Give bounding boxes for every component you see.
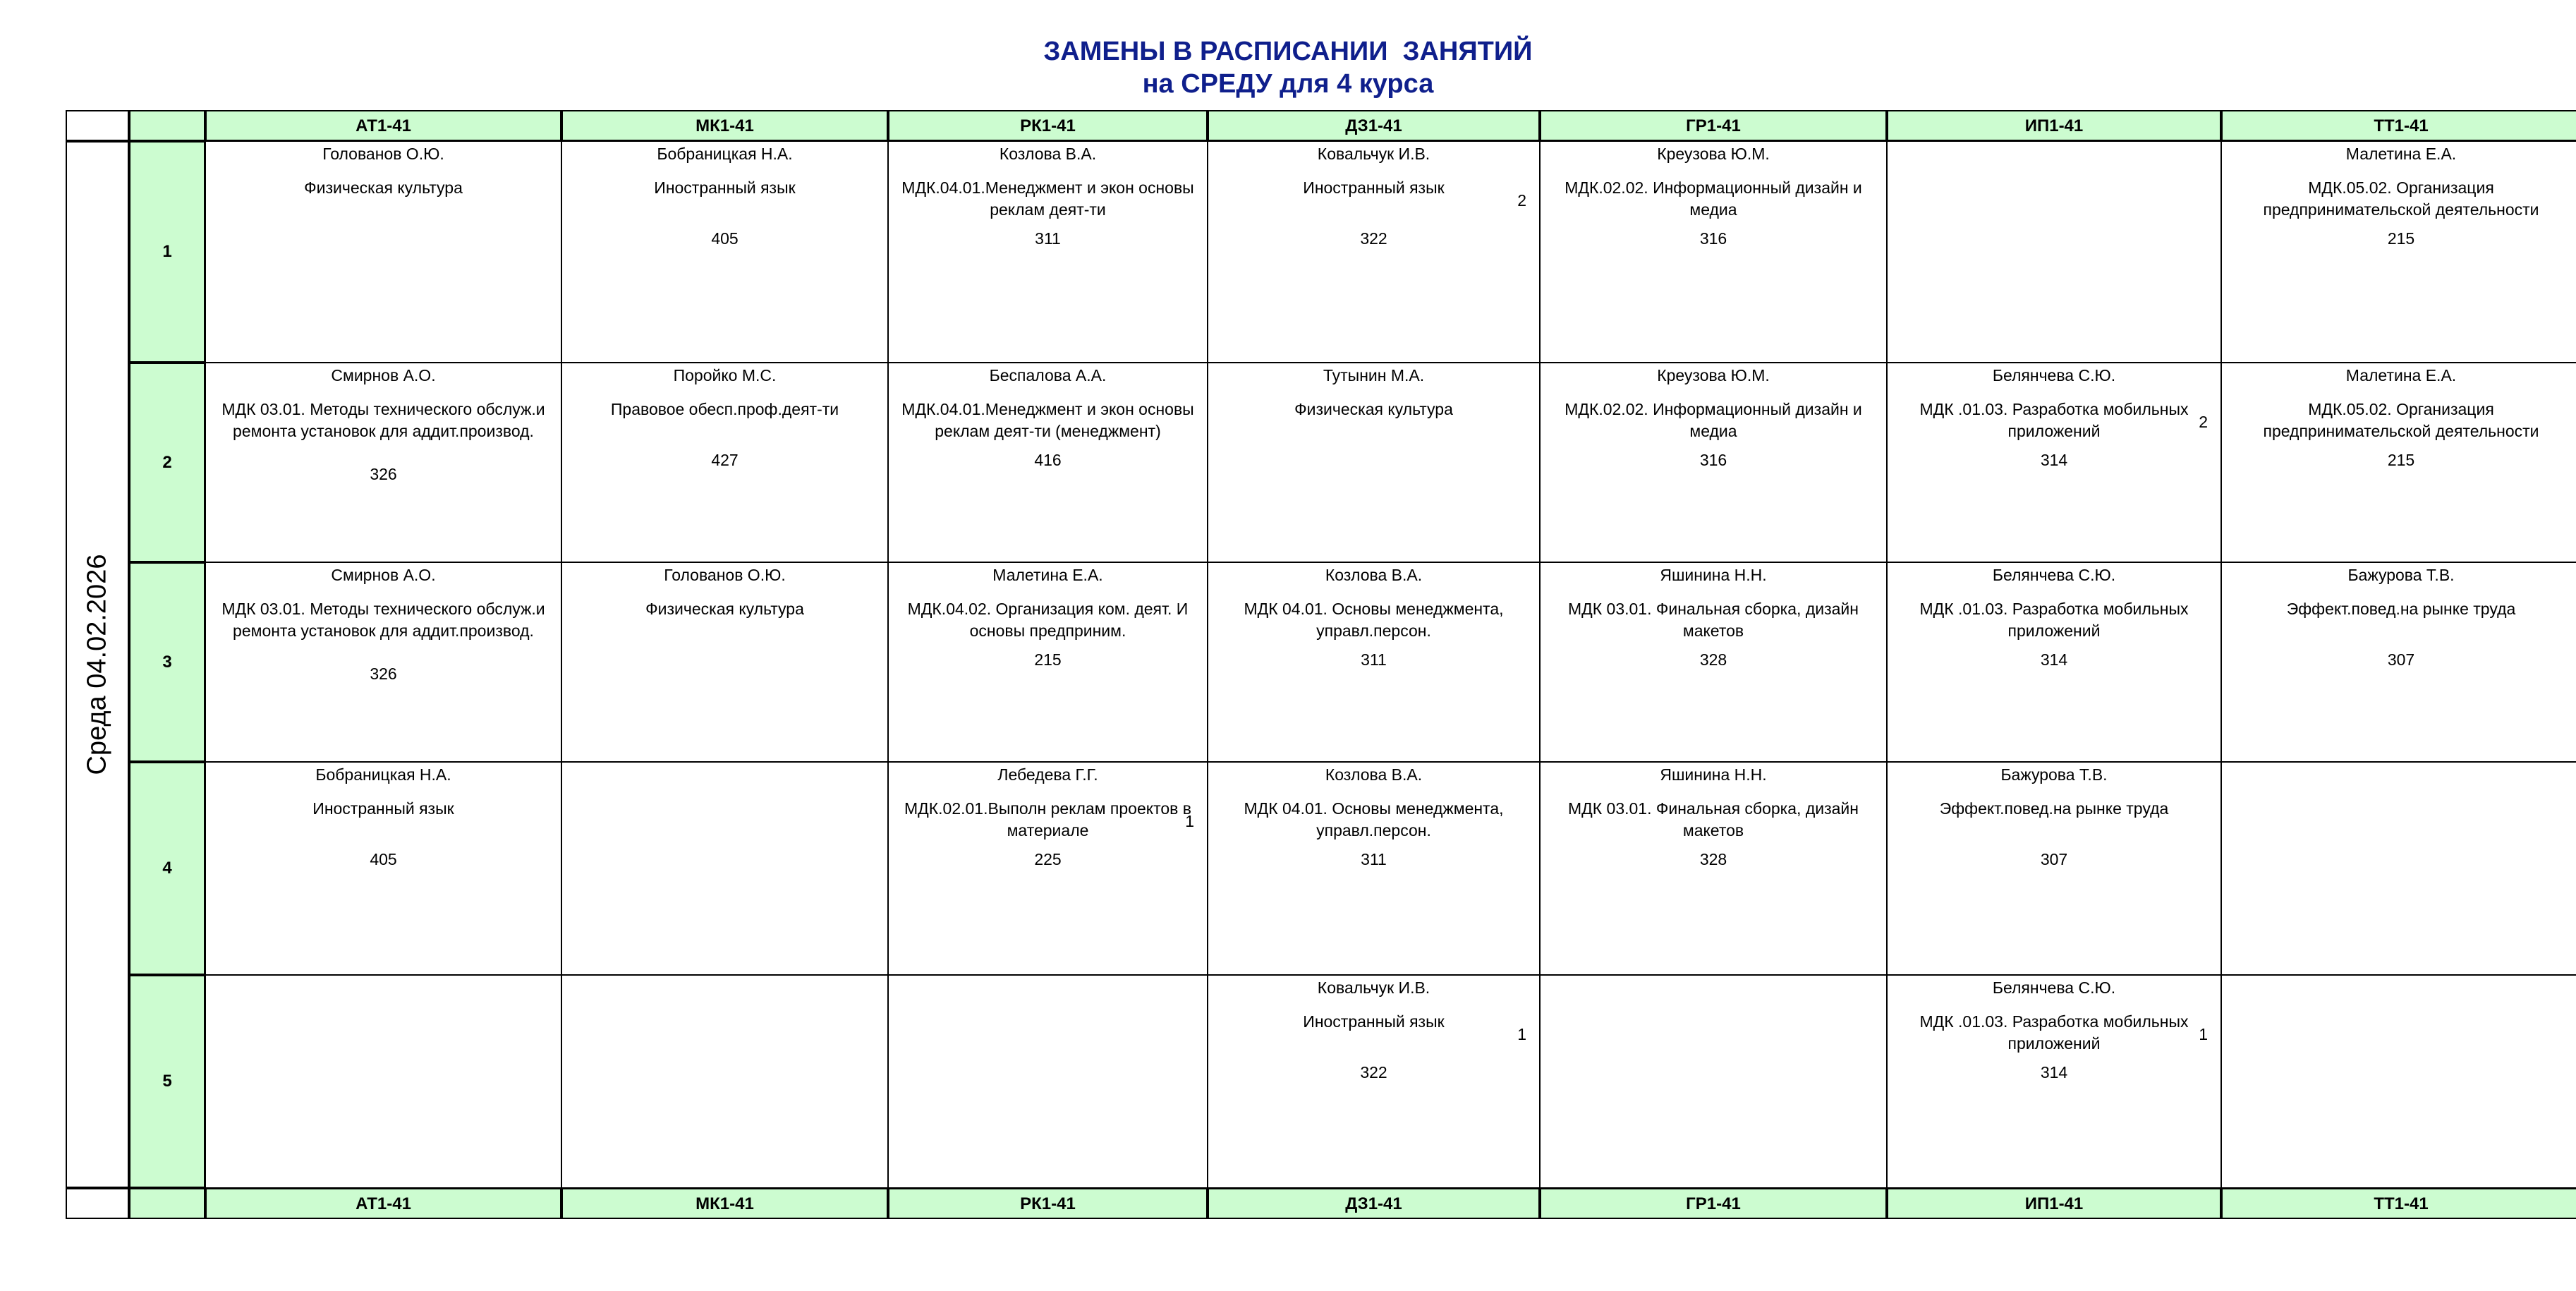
room-number: 322 <box>1360 229 1387 248</box>
teacher-name: Малетина Е.А. <box>2345 366 2457 384</box>
subject-name: МДК .01.03. Разработка мобильных приложений <box>1919 600 2189 640</box>
teacher-name: Яшинина Н.Н. <box>1660 566 1767 584</box>
teacher-name: Бажурова Т.В. <box>2000 765 2108 784</box>
room-number: 215 <box>1034 650 1062 669</box>
subject-name: МДК.02.02. Информационный дизайн и медиа <box>1565 400 1862 440</box>
period-number-cell <box>129 141 205 363</box>
bottom-group-header-5: ГР1-41 <box>1540 1188 1887 1219</box>
subject-name: Физическая культура <box>1294 400 1453 418</box>
teacher-name: Бажурова Т.В. <box>2347 566 2455 584</box>
bottom-group-header-2: МК1-41 <box>561 1188 888 1219</box>
teacher-name: Яшинина Н.Н. <box>1660 765 1767 784</box>
room-number: 307 <box>2387 650 2415 669</box>
schedule-cell <box>1887 762 2221 975</box>
subject-name: МДК.04.01.Менеджмент и экон основы реклам деят-ти (менеджмент) <box>901 400 1194 440</box>
teacher-name: Козлова В.А. <box>999 145 1097 163</box>
top-group-header-1: АТ1-41 <box>205 110 561 141</box>
schedule-cell <box>1887 975 2221 1188</box>
room-number: 311 <box>1361 650 1387 669</box>
schedule-cell <box>2221 141 2576 363</box>
top-group-header-3: РК1-41 <box>888 110 1208 141</box>
schedule-cell <box>2221 363 2576 562</box>
room-number: 326 <box>370 665 397 683</box>
schedule-cell <box>2221 762 2576 975</box>
period-number-cell <box>129 562 205 762</box>
teacher-name: Белянчева С.Ю. <box>1992 366 2116 384</box>
teacher-name: Лебедева Г.Г. <box>997 765 1098 784</box>
teacher-name: Поройко М.С. <box>673 366 777 384</box>
schedule-cell <box>1540 562 1887 762</box>
period-number: 3 <box>162 652 172 672</box>
day-label: Среда 04.02.2026 <box>82 554 112 775</box>
bottom-corner-cell <box>66 1188 129 1219</box>
room-number: 316 <box>1699 229 1727 248</box>
teacher-name: Малетина Е.А. <box>2345 145 2457 163</box>
room-number: 405 <box>711 229 739 248</box>
subject-name: МДК .01.03. Разработка мобильных приложений <box>1919 400 2189 440</box>
period-number: 1 <box>162 242 172 261</box>
schedule-cell <box>888 141 1208 363</box>
subject-name: МДК.04.02. Организация ком. деят. И основы предприним. <box>907 600 1189 640</box>
period-number-cell <box>129 975 205 1188</box>
subject-name: МДК.02.01.Выполн реклам проектов в материале <box>904 799 1191 840</box>
schedule-cell <box>2221 975 2576 1188</box>
bottom-group-header-4: ДЗ1-41 <box>1208 1188 1540 1219</box>
subject-name: МДК.05.02. Организация предпринимательской деятельности <box>2263 178 2539 219</box>
teacher-name: Ковальчук И.В. <box>1317 145 1430 163</box>
subgroup-mark: 1 <box>1185 812 1194 830</box>
period-number: 2 <box>162 452 172 472</box>
room-number: 307 <box>2040 850 2068 868</box>
schedule-cell <box>205 363 561 562</box>
teacher-name: Бобраницкая Н.А. <box>657 145 793 163</box>
teacher-name: Смирнов А.О. <box>331 566 436 584</box>
schedule-cell <box>888 363 1208 562</box>
room-number: 314 <box>2040 451 2068 469</box>
schedule-cell <box>561 562 888 762</box>
schedule-cell <box>1540 141 1887 363</box>
teacher-name: Креузова Ю.М. <box>1657 366 1770 384</box>
room-number: 314 <box>2040 1063 2068 1081</box>
subgroup-mark: 1 <box>1517 1025 1526 1043</box>
subject-name: Правовое обесп.проф.деят-ти <box>610 400 839 418</box>
subject-name: Физическая культура <box>304 178 463 197</box>
title-line-1: ЗАМЕНЫ В РАСПИСАНИИ ЗАНЯТИЙ <box>1043 37 1533 66</box>
room-number: 328 <box>1699 650 1727 669</box>
period-number: 4 <box>162 859 172 878</box>
room-number: 416 <box>1034 451 1062 469</box>
subject-name: Эффект.повед.на рынке труда <box>1939 799 2169 818</box>
subgroup-mark: 2 <box>1517 191 1526 210</box>
teacher-name: Козлова В.А. <box>1325 566 1423 584</box>
schedule-cell <box>888 562 1208 762</box>
room-number: 427 <box>711 451 739 469</box>
subject-name: МДК 03.01. Методы технического обслуж.и ремонта установок для аддит.производ. <box>221 400 545 440</box>
room-number: 311 <box>1035 229 1061 248</box>
schedule-cell <box>888 762 1208 975</box>
subject-name: МДК.05.02. Организация предпринимательской деятельности <box>2263 400 2539 440</box>
room-number: 215 <box>2387 451 2415 469</box>
schedule-cell <box>561 141 888 363</box>
bottom-group-header-6: ИП1-41 <box>1887 1188 2221 1219</box>
top-group-header-2: МК1-41 <box>561 110 888 141</box>
schedule-cell <box>888 975 1208 1188</box>
bottom-group-header-7: ТТ1-41 <box>2221 1188 2576 1219</box>
teacher-name: Козлова В.А. <box>1325 765 1423 784</box>
top-header-row <box>66 110 2576 141</box>
schedule-cell <box>205 975 561 1188</box>
subject-name: МДК 03.01. Финальная сборка, дизайн макетов <box>1568 799 1859 840</box>
schedule-cell <box>1887 141 2221 363</box>
schedule-cell <box>1208 975 1540 1188</box>
teacher-name: Бобраницкая Н.А. <box>315 765 451 784</box>
bottom-header-row <box>66 1188 2576 1219</box>
schedule-cell <box>1540 975 1887 1188</box>
bottom-number-header-cell <box>129 1188 205 1219</box>
teacher-name: Голованов О.Ю. <box>322 145 444 163</box>
day-cell <box>66 141 129 1188</box>
schedule-cell <box>561 762 888 975</box>
subgroup-mark: 2 <box>2199 413 2208 431</box>
schedule-cell <box>1540 363 1887 562</box>
subject-name: МДК 04.01. Основы менеджмента, управл.персон. <box>1244 600 1504 640</box>
subject-name: МДК 03.01. Финальная сборка, дизайн макетов <box>1568 600 1859 640</box>
period-number-cell <box>129 762 205 975</box>
bottom-group-header-3: РК1-41 <box>888 1188 1208 1219</box>
schedule-cell <box>1208 562 1540 762</box>
title-line-2: на СРЕДУ для 4 курса <box>1142 69 1434 99</box>
room-number: 311 <box>1361 850 1387 868</box>
schedule-cell <box>205 562 561 762</box>
room-number: 314 <box>2040 650 2068 669</box>
schedule-cell <box>205 762 561 975</box>
top-number-header-cell <box>129 110 205 141</box>
subject-name: Иностранный язык <box>1303 178 1445 197</box>
schedule-cell <box>1208 363 1540 562</box>
teacher-name: Белянчева С.Ю. <box>1992 978 2116 997</box>
teacher-name: Беспалова А.А. <box>989 366 1107 384</box>
schedule-cell <box>1887 363 2221 562</box>
room-number: 215 <box>2387 229 2415 248</box>
teacher-name: Малетина Е.А. <box>992 566 1103 584</box>
schedule-cell <box>1208 762 1540 975</box>
schedule-cell <box>561 363 888 562</box>
schedule-cell <box>1540 762 1887 975</box>
schedule-cell <box>2221 562 2576 762</box>
top-corner-cell <box>66 110 129 141</box>
schedule-cell <box>1208 141 1540 363</box>
room-number: 326 <box>370 465 397 483</box>
bottom-group-header-1: АТ1-41 <box>205 1188 561 1219</box>
subject-name: Иностранный язык <box>654 178 796 197</box>
subject-name: Эффект.повед.на рынке труда <box>2286 600 2516 618</box>
period-number-cell <box>129 363 205 562</box>
top-group-header-6: ИП1-41 <box>1887 110 2221 141</box>
subject-name: Физическая культура <box>645 600 804 618</box>
period-number: 5 <box>162 1072 172 1091</box>
schedule-cell <box>1887 562 2221 762</box>
room-number: 225 <box>1034 850 1062 868</box>
teacher-name: Ковальчук И.В. <box>1317 978 1430 997</box>
teacher-name: Тутынин М.А. <box>1323 366 1425 384</box>
title-block <box>0 35 2576 100</box>
subject-name: МДК.04.01.Менеджмент и экон основы реклам деят-ти <box>901 178 1194 219</box>
room-number: 328 <box>1699 850 1727 868</box>
room-number: 405 <box>370 850 397 868</box>
teacher-name: Смирнов А.О. <box>331 366 436 384</box>
schedule-cell <box>561 975 888 1188</box>
subject-name: Иностранный язык <box>312 799 454 818</box>
room-number: 316 <box>1699 451 1727 469</box>
subject-name: Иностранный язык <box>1303 1012 1445 1031</box>
subgroup-mark: 1 <box>2199 1025 2208 1043</box>
subject-name: МДК 04.01. Основы менеджмента, управл.персон. <box>1244 799 1504 840</box>
top-group-header-4: ДЗ1-41 <box>1208 110 1540 141</box>
teacher-name: Белянчева С.Ю. <box>1992 566 2116 584</box>
top-group-header-7: ТТ1-41 <box>2221 110 2576 141</box>
subject-name: МДК 03.01. Методы технического обслуж.и ремонта установок для аддит.производ. <box>221 600 545 640</box>
teacher-name: Голованов О.Ю. <box>664 566 786 584</box>
room-number: 322 <box>1360 1063 1387 1081</box>
schedule-cell <box>205 141 561 363</box>
teacher-name: Креузова Ю.М. <box>1657 145 1770 163</box>
top-group-header-5: ГР1-41 <box>1540 110 1887 141</box>
subject-name: МДК .01.03. Разработка мобильных приложений <box>1919 1012 2189 1053</box>
subject-name: МДК.02.02. Информационный дизайн и медиа <box>1565 178 1862 219</box>
